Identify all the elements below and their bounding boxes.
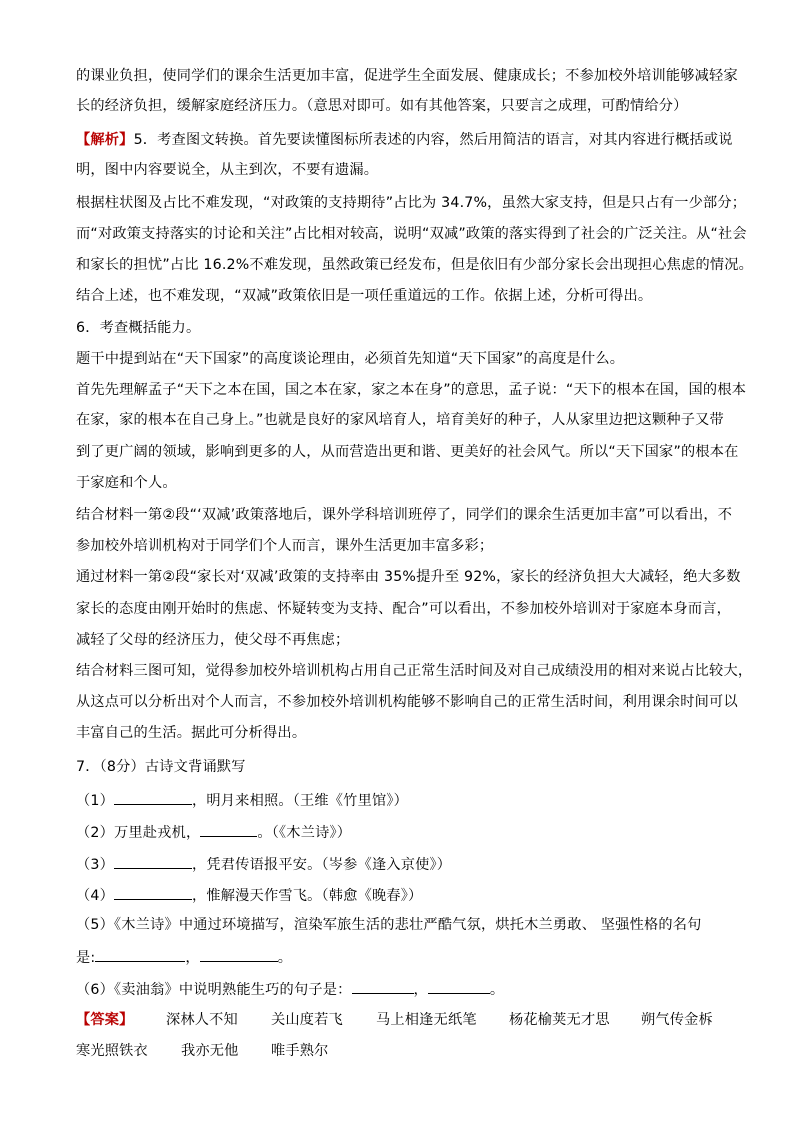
answer-blank (95, 946, 185, 962)
text-line: 的课业负担，使同学们的课余生活更加丰富，促进学生全面发展、健康成长；不参加校外培训能够减轻家 (76, 68, 738, 84)
item-text: ，明月来相照。（王维《竹里馆》） (192, 793, 409, 809)
answer-row-1 (76, 1010, 736, 1030)
item-text: ， (413, 982, 428, 998)
answer-item: 寒光照铁衣 (76, 1043, 148, 1059)
text-line: 减轻了父母的经济压力，使父母不再焦虑； (76, 632, 350, 648)
item-text: 。 (277, 950, 293, 966)
analysis-tag: 【解析】 (76, 132, 134, 148)
answer-item: 我亦无他 (181, 1043, 239, 1059)
item-text: （6）《卖油翁》中说明熟能生巧的句子是： (76, 982, 352, 998)
text-line: 根据柱状图及占比不难发现，“对政策的支持期待”占比为 34.7%，虽然大家支持，但是只占有一少部分； (76, 195, 747, 211)
answer-blank (114, 789, 192, 805)
analysis-text: 5．考查图文转换。首先要读懂图标所表述的内容，然后用简洁的语言，对其内容进行概括或说 (133, 132, 733, 148)
answer-item: 唯手熟尔 (271, 1043, 329, 1059)
text-line: 结合材料三图可知，觉得参加校外培训机构占用自己正常生活时间及对自己成绩没用的相对来说占比较大， (76, 663, 753, 679)
text-line: 于家庭和个人。 (76, 475, 177, 491)
text-line: 题干中提到站在“天下国家”的高度谈论理由，必须首先知道“天下国家”的高度是什么。 (76, 351, 625, 367)
question-title: 7．（8分）古诗文背诵默写 (76, 759, 246, 775)
question-item-5: （5）《木兰诗》中通过环境描写，渲染军旅生活的悲壮严酷气氛，烘托木兰勇敢、 坚强性格的名句 (76, 917, 702, 933)
answer-row-2 (76, 1041, 736, 1061)
answer-blank (352, 978, 414, 994)
text-line: 从这点可以分析出对个人而言，不参加校外培训机构能够不影响自己的正常生活时间，利用课余时间可以 (76, 694, 738, 710)
answer-blank (200, 946, 278, 962)
text-line: 参加校外培训机构对于同学们个人而言，课外生活更加丰富多彩； (76, 538, 494, 554)
answer-item: 朔气传金柝 (641, 1012, 713, 1028)
question-item-3 (76, 853, 736, 875)
question-item-5-cont (76, 946, 736, 968)
item-text: ，凭君传语报平安。（岑参《逢入京使》） (192, 857, 452, 873)
section-heading: 6．考查概括能力。 (76, 320, 201, 336)
item-text: ， (185, 950, 200, 966)
text-line: 长的经济负担，缓解家庭经济压力。（意思对即可。如有其他答案，只要言之成理，可酌情给分） (76, 98, 688, 114)
answer-item: 深林人不知 (166, 1012, 238, 1028)
text-line: 而“对政策支持落实的讨论和关注”占比相对较高，说明“双减”政策的落实得到了社会的广泛关注。从“社会 (76, 226, 747, 242)
answer-blank (114, 853, 192, 869)
item-text: 。（《木兰诗》） (257, 825, 352, 841)
answer-item: 马上相逢无纸笔 (376, 1012, 477, 1028)
text-line: 在家，家的根本在自己身上。”也就是良好的家风培育人，培育美好的种子，人从家里边把这颗种子又带 (76, 412, 724, 428)
answer-blank (114, 884, 192, 900)
text-line: 家长的态度由刚开始时的焦虑、怀疑转变为支持、配合”可以看出，不参加校外培训对于家庭本身而言， (76, 601, 731, 617)
item-number: （1） (76, 793, 115, 809)
question-item-6 (76, 978, 736, 1000)
answer-blank (200, 821, 257, 837)
item-number: （2） (76, 825, 115, 841)
text-line: 到了更广阔的领域，影响到更多的人，从而营造出更和谐、更美好的社会风气。所以“天下国家”的根本在 (76, 444, 739, 460)
answer-item: 杨花榆荚无才思 (509, 1012, 610, 1028)
text-line: 首先先理解孟子“天下之本在国，国之本在家，家之本在身”的意思，孟子说：“天下的根本在国，国的根本 (76, 382, 747, 398)
item-text: 。 (489, 982, 505, 998)
answer-tag: 【答案】 (76, 1012, 134, 1028)
item-text: 是: (76, 950, 96, 966)
item-number: （4） (76, 888, 115, 904)
text-line: 丰富自己的生活。据此可分析得出。 (76, 725, 307, 741)
item-text: 万里赴戎机， (114, 825, 201, 841)
text-line: 通过材料一第②段“家长对‘双减’政策的支持率由 35%提升至 92%，家长的经济负担大大减轻，绝大多数 (76, 569, 741, 585)
text-line: 和家长的担忧”占比 16.2%不难发现，虽然政策已经发布，但是依旧有少部分家长会出现担心焦虑的情况。 (76, 257, 753, 273)
item-text: ，惟解漫天作雪飞。（韩愈《晚春》） (192, 888, 423, 904)
analysis-line (76, 130, 736, 150)
answer-blank (428, 978, 490, 994)
text-line: 结合材料一第②段“‘双减’政策落地后，课外学科培训班停了，同学们的课余生活更加丰富”可以看出，不 (76, 507, 733, 523)
question-item-1 (76, 789, 736, 811)
text-line: 结合上述，也不难发现，“双减”政策依旧是一项任重道远的工作。依据上述，分析可得出。 (76, 288, 653, 304)
question-item-4 (76, 884, 736, 906)
item-number: （3） (76, 857, 115, 873)
text-line: 明，图中内容要说全，从主到次，不要有遗漏。 (76, 162, 379, 178)
answer-item: 关山度若飞 (271, 1012, 343, 1028)
question-item-2 (76, 821, 736, 843)
